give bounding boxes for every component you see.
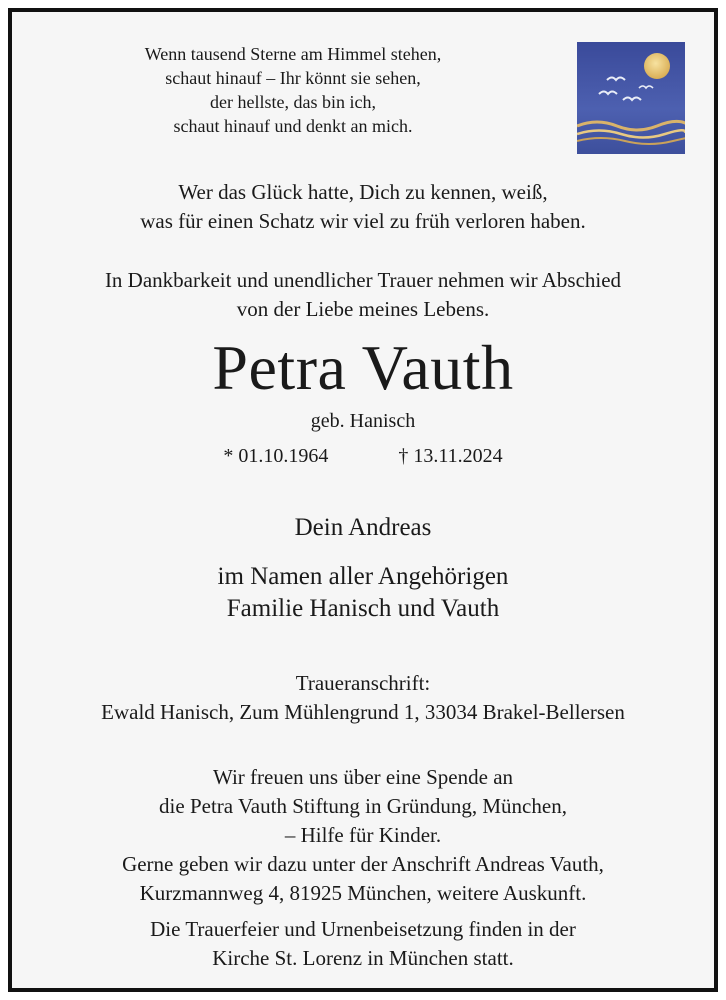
- sun-seagulls-sea-icon: [577, 42, 685, 154]
- poem-line: Wenn tausend Sterne am Himmel stehen,: [144, 44, 442, 64]
- text-line: Wir freuen uns über eine Spende an: [212, 765, 514, 789]
- family-mourners: [12, 561, 714, 625]
- text-line: Familie Hanisch und Vauth: [226, 595, 500, 622]
- text-line: im Namen aller Angehörigen: [217, 563, 509, 590]
- text-line: die Petra Vauth Stiftung in Gründung, München,: [159, 794, 567, 818]
- poem-line: der hellste, das bin ich,: [210, 92, 376, 112]
- text-line: In Dankbarkeit und unendlicher Trauer nehmen wir Abschied: [104, 268, 622, 292]
- maiden-name: geb. Hanisch: [310, 410, 416, 432]
- intro-text: [12, 178, 714, 236]
- mourning-address: [12, 669, 714, 727]
- poem-line: schaut hinauf und denkt an mich.: [173, 116, 413, 136]
- death-date: † 13.11.2024: [398, 445, 503, 467]
- text-line: Gerne geben wir dazu unter der Anschrift Andreas Vauth,: [122, 852, 604, 876]
- text-line: was für einen Schatz wir viel zu früh verloren haben.: [140, 209, 586, 233]
- deceased-name: Petra Vauth: [212, 332, 514, 403]
- text-line: Wer das Glück hatte, Dich zu kennen, weiß,: [178, 180, 548, 204]
- text-line: von der Liebe meines Lebens.: [236, 297, 490, 321]
- farewell-text: [12, 266, 714, 324]
- text-line: Kirche St. Lorenz in München statt.: [212, 946, 514, 970]
- obituary-frame: [8, 8, 718, 992]
- address-line: Ewald Hanisch, Zum Mühlengrund 1, 33034 Brakel-Bellersen: [101, 700, 625, 724]
- address-label: Traueranschrift:: [295, 671, 431, 695]
- text-line: – Hilfe für Kinder.: [284, 823, 442, 847]
- text-line: Die Trauerfeier und Urnenbeisetzung finden in der: [150, 917, 576, 941]
- poem: [72, 42, 514, 138]
- life-dates: [12, 443, 714, 469]
- poem-line: schaut hinauf – Ihr könnt sie sehen,: [165, 68, 421, 88]
- ceremony-notice: [12, 915, 714, 973]
- text-line: Kurzmannweg 4, 81925 München, weitere Auskunft.: [139, 881, 587, 905]
- donation-notice: [12, 763, 714, 908]
- birth-date: * 01.10.1964: [223, 445, 329, 467]
- primary-mourner: Dein Andreas: [294, 514, 432, 541]
